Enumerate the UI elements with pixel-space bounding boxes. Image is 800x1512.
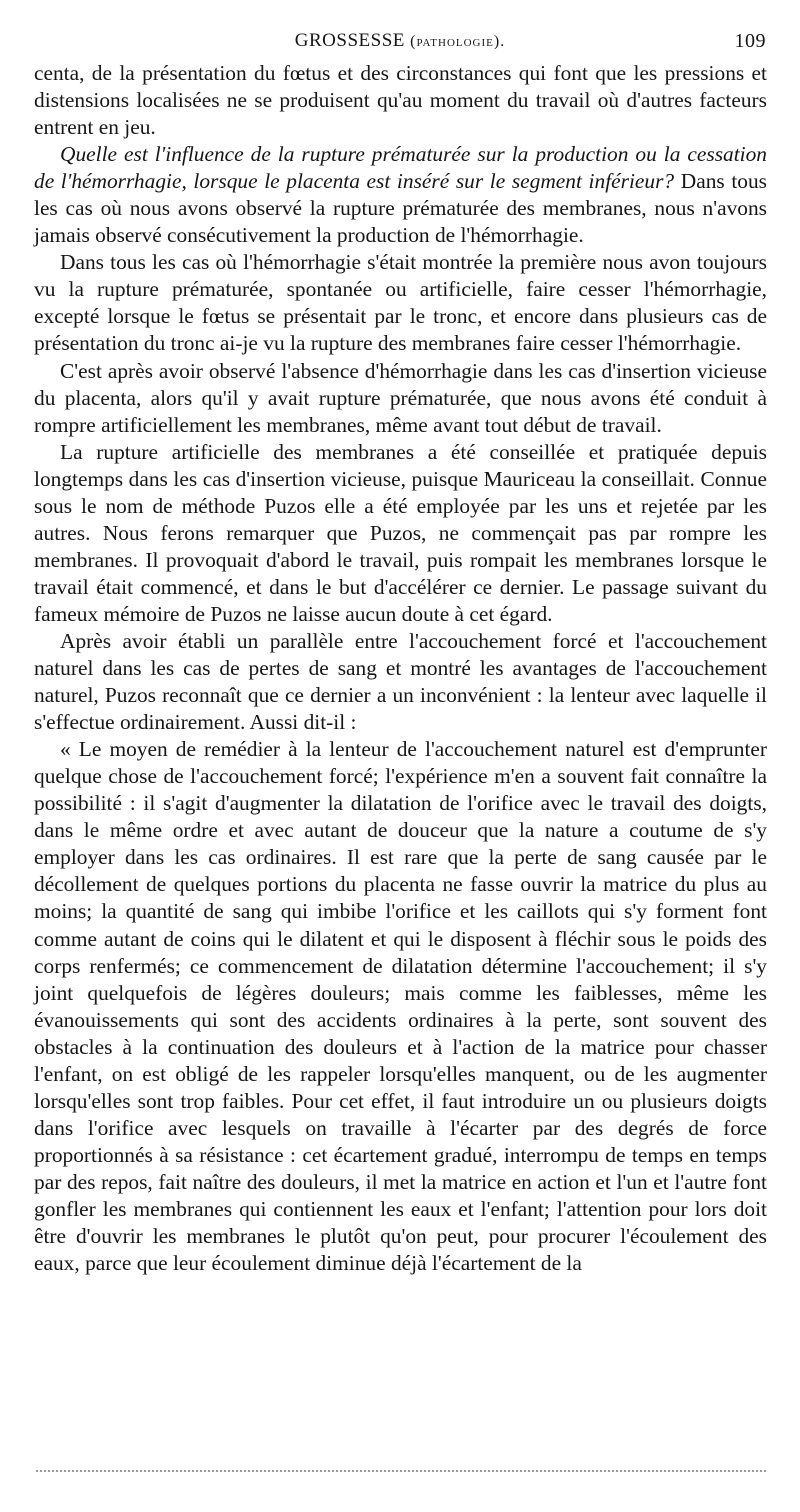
page-number: 109	[734, 30, 766, 52]
running-header	[34, 30, 766, 60]
paragraph: Dans tous les cas où l'hémorrhagie s'était montrée la première nous avon toujours vu la rupture prématurée, spontanée ou artificielle, faire cesser l'hémorrhagie, excepté lorsque le fœtus se présentait par le tronc, et encore dans plusieurs cas de présentation du tronc ai-je vu la rupture des membranes faire cesser l'hémorrhagie.	[34, 250, 767, 356]
paragraph-continuation: centa, de la présentation du fœtus et des circonstances qui font que les pressions et distensions localisées ne se produisent qu'au moment du travail où d'autres facteurs entrent en jeu.	[34, 61, 767, 140]
running-title-main: GROSSESSE	[294, 30, 405, 51]
quotation-paragraph: « Le moyen de remédier à la lenteur de l'accouchement naturel est d'emprunter quelque chose de l'accouchement forcé; l'expérience m'en a souvent fait connaître la possibilité : il s'agit d'augmenter la dilatation de l'orifice avec le travail des doigts, dans le même ordre et avec autant de douceur que la nature a coutume de s'y employer dans les cas ordinaires. Il est rare que la perte de sang causée par le décollement de quelques portions du placenta ne fasse ouvrir la matrice du plus au moins; la quantité de sang qui imbibe l'orifice et les caillots qui s'y forment font comme autant de coins qui le dilatent et qui le disposent à fléchir sous le poids des corps renfermés; ce commencement de dilatation détermine l'accouchement; il s'y joint quelquefois de légères douleurs; mais comme les faiblesses, même les évanouissements qui sont des accidents ordinaires à la perte, sont souvent des obstacles à la continuation des douleurs et à l'action de la matrice pour chasser l'enfant, on est obligé de les rappeler lorsqu'elles manquent, ou de les augmenter lorsqu'elles sont trop faibles. Pour cet effet, il faut introduire un ou plusieurs doigts dans l'orifice avec lesquels on travaille à l'écarter par des degrés de force proportionnés à sa résistance : cet écartement gradué, interrompu de temps en temps par des repos, fait naître des douleurs, il met la matrice en action et l'un et l'autre font gonfler les membranes qui contiennent les eaux et l'enfant; l'attention pour lors doit être d'ouvrir les membranes le plutôt qu'on peut, pour procurer l'écoulement des eaux, parce que leur écoulement diminue déjà l'écartement de la	[34, 737, 767, 1276]
question-italic: Quelle est l'influence de la rupture prématurée sur la production ou la cessation de l'hémorrhagie, lorsque le placenta est inséré sur le segment inférieur?	[34, 142, 767, 194]
paragraph: Après avoir établi un parallèle entre l'accouchement forcé et l'accouchement naturel dans les cas de pertes de sang et montré les avantages de l'accouchement naturel, Puzos reconnaît que ce dernier a un inconvénient : la lenteur avec laquelle il s'effectue ordinairement. Aussi dit-il :	[34, 628, 767, 735]
paragraph: C'est après avoir observé l'absence d'hémorrhagie dans les cas d'insertion vicieuse du placenta, alors qu'il y avait rupture prématurée, que nous avons été conduit à rompre artificiellement les membranes, même avant tout début de travail.	[34, 358, 767, 437]
footer-dotted-rule	[36, 1470, 766, 1472]
running-title-sub: (pathologie).	[410, 33, 506, 50]
paragraph-question	[34, 141, 767, 249]
question-answer: Dans tous les cas où nous avons observé la rupture prématurée des membranes, nous n'avons jamais observé consécutivement la production de l'hémorrhagie.	[34, 169, 767, 248]
running-title	[34, 30, 766, 52]
body-text	[34, 60, 767, 1277]
paragraph: La rupture artificielle des membranes a été conseillée et pratiquée depuis longtemps dans les cas d'insertion vicieuse, puisque Mauriceau la conseillait. Connue sous le nom de méthode Puzos elle a été employée par les uns et rejetée par les autres. Nous ferons remarquer que Puzos, ne commençait pas par rompre les membranes. Il provoquait d'abord le travail, puis rompait les membranes lorsque le travail était commencé, et dans le but d'accélérer ce dernier. Le passage suivant du fameux mémoire de Puzos ne laisse aucun doute à cet égard.	[34, 439, 767, 626]
